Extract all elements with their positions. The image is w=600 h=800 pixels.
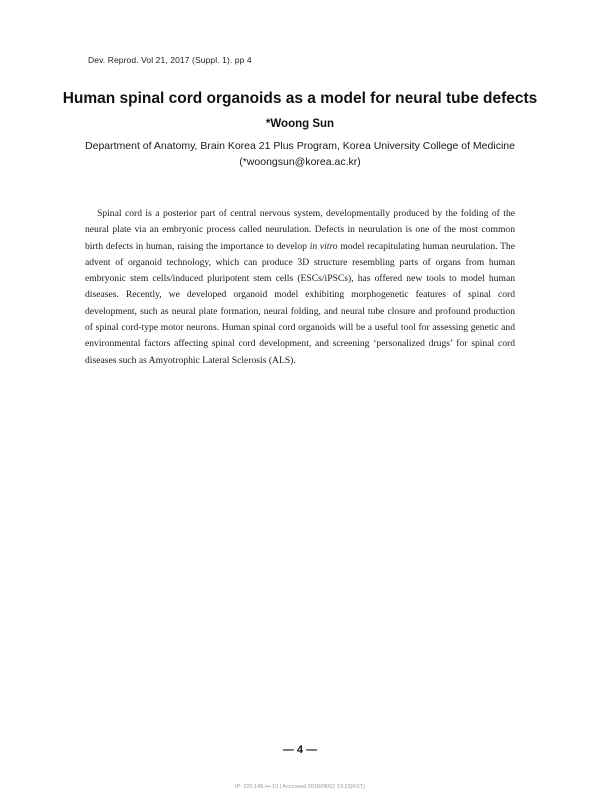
abstract-text-part1: Spinal cord is a posterior part of central nervous system, developmentally produced by the folding of the neural plate via an embryonic process called neurulation. Defects in neurulation is one of the most common birth defects in human, raising the importance to develop: [85, 208, 515, 252]
journal-reference: Dev. Reprod. Vol 21, 2017 (Suppl. 1). pp 4: [88, 55, 252, 65]
abstract-paragraph: [85, 206, 515, 369]
affiliation: [0, 138, 600, 170]
affiliation-email: (*woongsun@korea.ac.kr): [239, 156, 361, 168]
author-name: *Woong Sun: [265, 118, 335, 130]
abstract-text-part2: model recapitulating human neurulation. The advent of organoid technology, which can produce 3D structure resembling parts of organs from human embryonic stem cells/induced pluripotent stem cells (ESCs/iPSCs), has offered new tools to model human diseases. Recently, we developed organoid model exhibiting morphogenetic features of spinal cord development, such as neural plate formation, neural folding, and neural tube closure and profound production of spinal cord-type motor neurons. Human spinal cord organoids will be a useful tool for assessing genetic and environmental factors affecting spinal cord development, and screening ‘personalized drugs’ for spinal cord diseases such as Amyotrophic Lateral Sclerosis (ALS).: [85, 240, 515, 366]
paper-title: Human spinal cord organoids as a model for neural tube defects: [62, 90, 538, 107]
page-number: — 4 —: [282, 744, 318, 756]
affiliation-department: Department of Anatomy, Brain Korea 21 Plus Program, Korea University College of Medicine: [85, 140, 515, 152]
access-stamp: IP: 220.149.•••.10 | Accessed 2018/08/02 13:23(KST): [235, 784, 365, 790]
abstract-italic-term: in vitro: [309, 240, 338, 252]
